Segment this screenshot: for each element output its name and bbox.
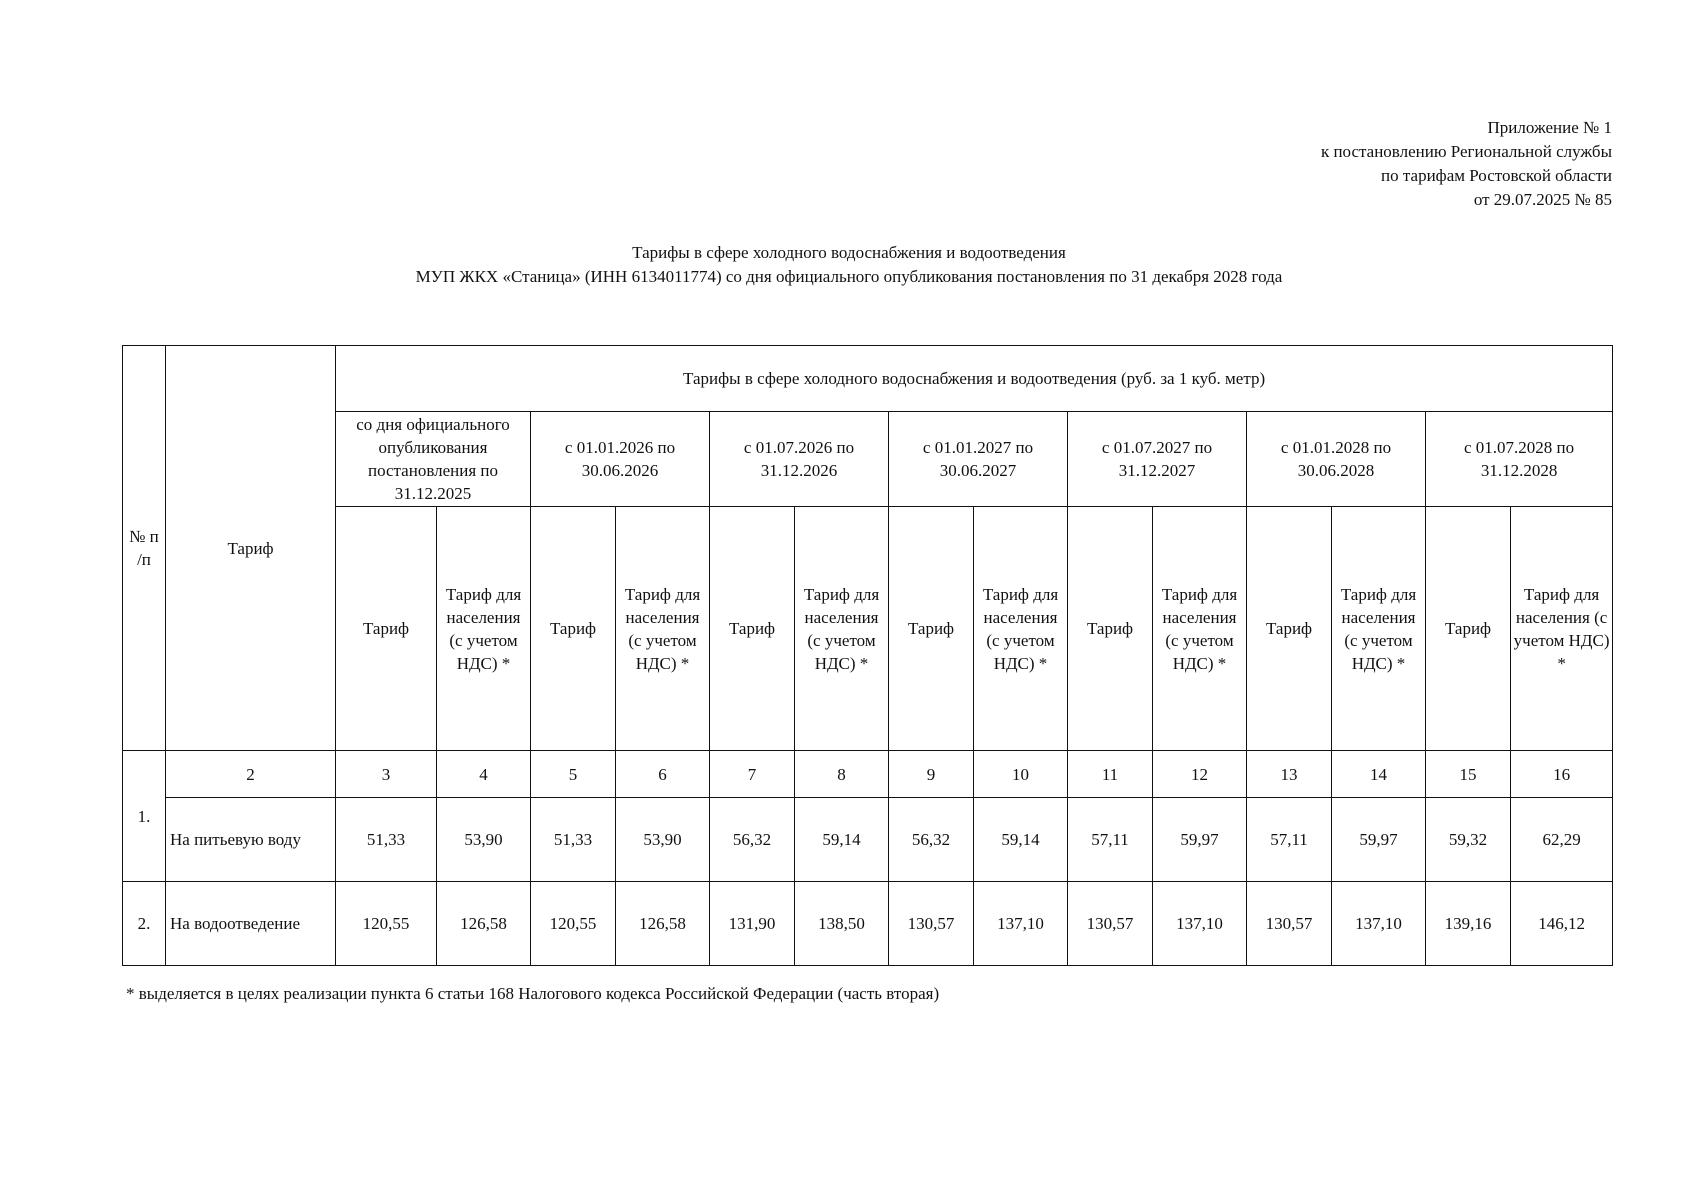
tariff-value: 126,58 [616,882,710,966]
header-period-2: с 01.01.2026 по 30.06.2026 [531,412,710,507]
tariff-value: 130,57 [1068,882,1153,966]
appendix-block [1321,116,1612,212]
table-row-drinking-water [123,798,1613,882]
column-number: 13 [1247,751,1332,798]
header-period-3: с 01.07.2026 по 31.12.2026 [710,412,889,507]
subheader-tariff: Тариф [889,507,974,751]
column-number: 15 [1426,751,1511,798]
column-number: 4 [437,751,531,798]
tariff-value: 137,10 [1153,882,1247,966]
subheader-tariff: Тариф [710,507,795,751]
column-number: 11 [1068,751,1153,798]
header-row-number: № п /п [123,346,166,751]
document-title-line1: Тарифы в сфере холодного водоснабжения и водоотведения [632,243,1066,262]
tariff-value: 137,10 [974,882,1068,966]
tariff-value: 120,55 [531,882,616,966]
tariff-value: 57,11 [1247,798,1332,882]
subheader-population: Тариф для населения (с учетом НДС) * [1511,507,1613,751]
column-number: 8 [795,751,889,798]
subheader-population: Тариф для населения (с учетом НДС) * [616,507,710,751]
column-number: 16 [1511,751,1613,798]
tariff-value: 57,11 [1068,798,1153,882]
subheader-tariff: Тариф [1247,507,1332,751]
column-number: 6 [616,751,710,798]
header-period-1: со дня официального опубликования постановления по 31.12.2025 [336,412,531,507]
tariff-value: 59,97 [1153,798,1247,882]
appendix-number: Приложение № 1 [1487,118,1612,137]
column-number: 12 [1153,751,1247,798]
header-period-6: с 01.01.2028 по 30.06.2028 [1247,412,1426,507]
header-tariff-group: Тарифы в сфере холодного водоснабжения и водоотведения (руб. за 1 куб. метр) [336,346,1613,412]
row-number: 2. [123,882,166,966]
column-number: 14 [1332,751,1426,798]
document-title-line2: МУП ЖКХ «Станица» (ИНН 6134011774) со дня официального опубликования постановления по 31 декабря 2028 года [415,267,1283,286]
row-name: На водоотведение [166,882,336,966]
subheader-population: Тариф для населения (с учетом НДС) * [1153,507,1247,751]
column-number: 9 [889,751,974,798]
subheader-population: Тариф для населения (с учетом НДС) * [437,507,531,751]
tariff-value: 120,55 [336,882,437,966]
column-number: 2 [166,751,336,798]
tariff-value: 139,16 [1426,882,1511,966]
tariff-value: 146,12 [1511,882,1613,966]
appendix-resolution-ref: к постановлению Региональной службы [1320,142,1612,161]
table-row-wastewater [123,882,1613,966]
subheader-tariff: Тариф [1068,507,1153,751]
tariff-value: 51,33 [531,798,616,882]
appendix-date-number: от 29.07.2025 № 85 [1473,190,1612,209]
subheader-tariff: Тариф [531,507,616,751]
subheader-tariff: Тариф [336,507,437,751]
tariff-value: 59,32 [1426,798,1511,882]
column-number: 7 [710,751,795,798]
tariff-value: 59,14 [974,798,1068,882]
header-period-5: с 01.07.2027 по 31.12.2027 [1068,412,1247,507]
header-period-7: с 01.07.2028 по 31.12.2028 [1426,412,1613,507]
footnote: * выделяется в целях реализации пункта 6 статьи 168 Налогового кодекса Российской Федерации (часть вторая) [126,984,940,1003]
tariff-table [122,345,1613,966]
tariff-value: 51,33 [336,798,437,882]
subheader-population: Тариф для населения (с учетом НДС) * [974,507,1068,751]
subheader-tariff: Тариф [1426,507,1511,751]
tariff-value: 131,90 [710,882,795,966]
header-tariff: Тариф [166,346,336,751]
header-period-4: с 01.01.2027 по 30.06.2027 [889,412,1068,507]
tariff-value: 56,32 [710,798,795,882]
tariff-value: 59,14 [795,798,889,882]
tariff-value: 56,32 [889,798,974,882]
column-number: 5 [531,751,616,798]
tariff-value: 126,58 [437,882,531,966]
column-number: 3 [336,751,437,798]
tariff-value: 62,29 [1511,798,1613,882]
tariff-value: 138,50 [795,882,889,966]
column-number: 10 [974,751,1068,798]
tariff-value: 137,10 [1332,882,1426,966]
subheader-population: Тариф для населения (с учетом НДС) * [795,507,889,751]
row-name: На питьевую воду [166,798,336,882]
document-title [0,241,1698,289]
tariff-value: 53,90 [437,798,531,882]
tariff-value: 59,97 [1332,798,1426,882]
tariff-value: 53,90 [616,798,710,882]
subheader-population: Тариф для населения (с учетом НДС) * [1332,507,1426,751]
appendix-authority: по тарифам Ростовской области [1381,166,1612,185]
row-number: 1. [123,751,166,882]
tariff-value: 130,57 [1247,882,1332,966]
tariff-value: 130,57 [889,882,974,966]
